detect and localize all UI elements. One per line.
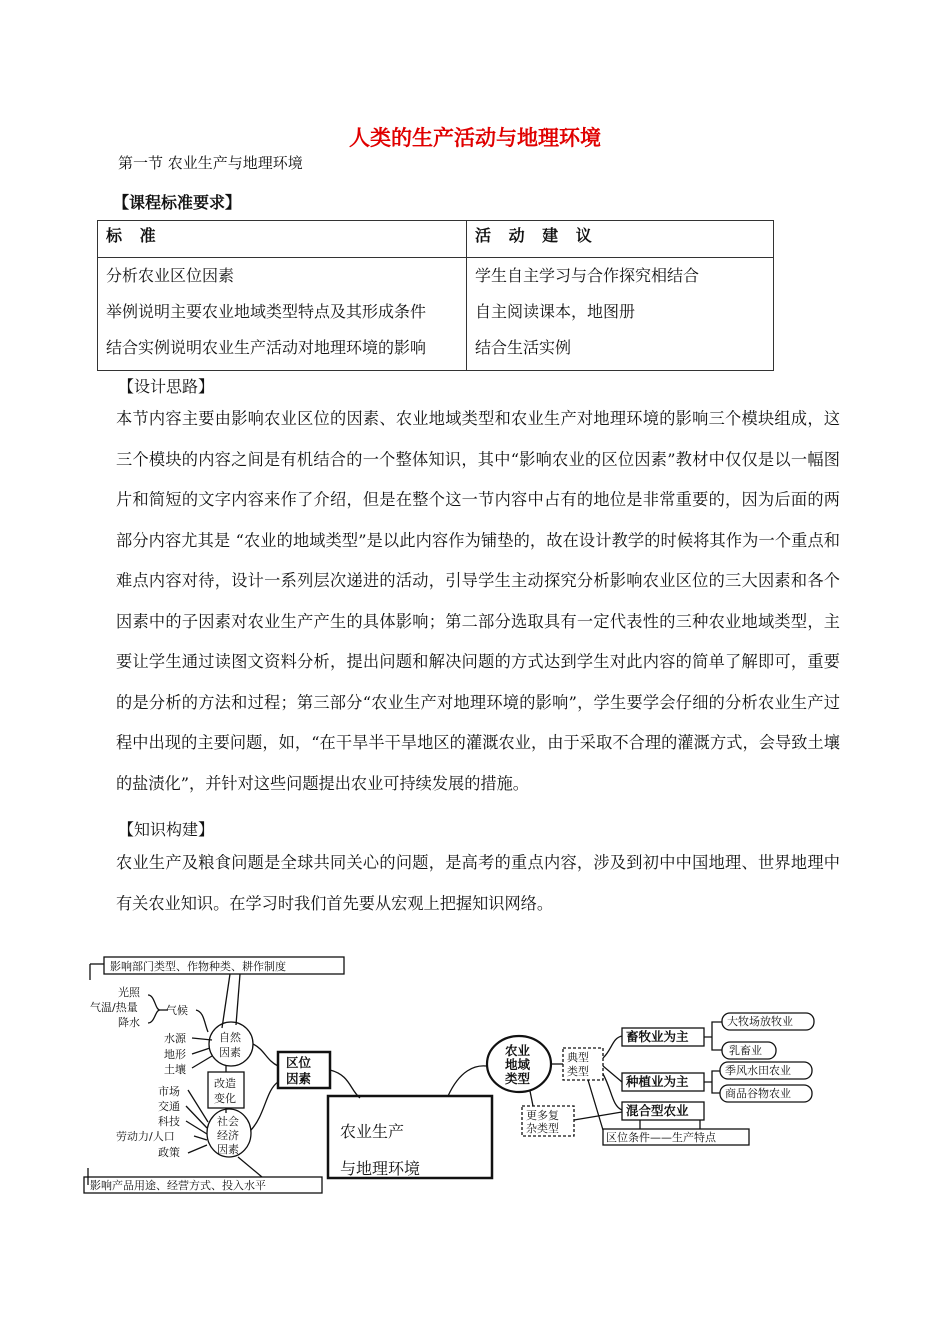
subtype-label: 大牧场放牧业 (727, 1015, 793, 1028)
subtype-label: 季风水田农业 (725, 1064, 791, 1077)
region-label-line: 类型 (505, 1071, 531, 1086)
bottom-note-text: 影响产品用途、经营方式、投入水平 (90, 1179, 266, 1192)
header-activity: 活 动 建 议 (467, 221, 774, 258)
top-note-text: 影响部门类型、作物种类、耕作制度 (110, 960, 286, 973)
center-label-line: 农业生产 (340, 1122, 405, 1141)
standards-cell (98, 258, 467, 371)
table-header-row (98, 221, 774, 258)
social-label-line: 社会 (217, 1115, 239, 1128)
center-label-line: 与地理环境 (340, 1159, 421, 1178)
standard-item: 举例说明主要农业地域类型特点及其形成条件 (106, 302, 427, 321)
table-body-row (98, 258, 774, 371)
natural-label-line: 自然 (219, 1031, 241, 1044)
relation-text: 区位条件——生产特点 (606, 1131, 716, 1144)
section-title: 第一节 农业生产与地理环境 (118, 154, 303, 172)
subtype-label: 商品谷物农业 (725, 1087, 791, 1100)
activities-cell (467, 258, 774, 371)
standard-item: 结合实例说明农业生产活动对地理环境的影响 (106, 338, 427, 357)
climate-item: 气温/热量 (90, 1001, 138, 1014)
natural-item: 土壤 (164, 1063, 186, 1076)
subtype-label: 乳畜业 (729, 1044, 762, 1057)
knowledge-paragraph (116, 843, 840, 924)
heading-design: 【设计思路】 (118, 377, 215, 396)
social-item: 劳动力/人口 (116, 1130, 175, 1143)
standards-table (97, 220, 774, 371)
type-label: 畜牧业为主 (626, 1029, 689, 1044)
location-label-line: 区位 (286, 1055, 312, 1070)
change-label-line: 改造 (214, 1077, 236, 1090)
natural-item: 地形 (164, 1048, 186, 1061)
typical-label-line: 类型 (567, 1065, 589, 1078)
natural-factor-node (209, 1022, 253, 1066)
header-standard: 标 准 (98, 221, 467, 258)
activity-item: 结合生活实例 (475, 338, 572, 357)
climate-label: 气候 (166, 1004, 188, 1017)
social-label-line: 经济 (217, 1129, 239, 1142)
natural-label-line: 因素 (219, 1046, 241, 1059)
heading-knowledge: 【知识构建】 (118, 820, 215, 839)
region-label-line: 农业 (505, 1043, 531, 1058)
document-title: 人类的生产活动与地理环境 (349, 126, 601, 150)
social-item: 科技 (158, 1115, 180, 1128)
social-item: 市场 (158, 1085, 180, 1098)
location-label-line: 因素 (286, 1071, 312, 1086)
design-text: 本节内容主要由影响农业区位的因素、农业地域类型和农业生产对地理环境的影响三个模块组成，这三个模块的内容之间是有机结合的一个整体知识，其中“影响农业的区位因素”教材中仅仅是以一幅图片和简短的文字内容来作了介绍，但是在整个这一节内容中占有的地位是非常重要的，因为后面的两部分内容尤其是 “农业的地域类型”是以此内容作为铺垫的，故在设计教学的时候将其作为一个重点和难点内容对待，设计一系列层次递进的活动，引导学生主动探究分析影响农业区位的三大因素和各个因素中的子因素对农业生产产生的具体影响；第二部分选取具有一定代表性的三种农业地域类型，主要让学生通过读图文资料分析，提出问题和解决问题的方式达到学生对此内容的简单了解即可，重要的是分析的方法和过程；第三部分“农业生产对地理环境的影响”，学生要学会仔细的分析农业生产过程中出现的主要问题，如，“在干旱半干旱地区的灌溉农业，由于采取不合理的灌溉方式，会导致土壤的盐渍化”，并针对这些问题提出农业可持续发展的措施。 (116, 409, 840, 793)
climate-item: 光照 (118, 986, 140, 999)
design-paragraph (116, 399, 840, 804)
complex-label-line: 更多复 (526, 1109, 559, 1122)
type-label: 种植业为主 (626, 1074, 689, 1089)
type-label: 混合型农业 (626, 1103, 689, 1118)
change-label-line: 变化 (214, 1092, 236, 1105)
climate-item: 降水 (118, 1016, 140, 1029)
activity-item: 学生自主学习与合作探究相结合 (475, 266, 700, 285)
knowledge-text: 农业生产及粮食问题是全球共同关心的问题，是高考的重点内容，涉及到初中中国地理、世界地理中有关农业知识。在学习时我们首先要从宏观上把握知识网络。 (116, 853, 840, 913)
activity-item: 自主阅读课本，地图册 (475, 302, 636, 321)
natural-item: 水源 (164, 1032, 186, 1045)
heading-standards: 【课程标准要求】 (113, 193, 242, 212)
social-label-line: 因素 (217, 1143, 239, 1156)
social-item: 交通 (158, 1100, 180, 1113)
complex-label-line: 杂类型 (526, 1122, 559, 1135)
knowledge-mindmap (0, 940, 950, 1210)
typical-label-line: 典型 (567, 1051, 589, 1064)
standard-item: 分析农业区位因素 (106, 266, 235, 285)
social-item: 政策 (158, 1146, 180, 1159)
region-label-line: 地域 (505, 1057, 531, 1072)
